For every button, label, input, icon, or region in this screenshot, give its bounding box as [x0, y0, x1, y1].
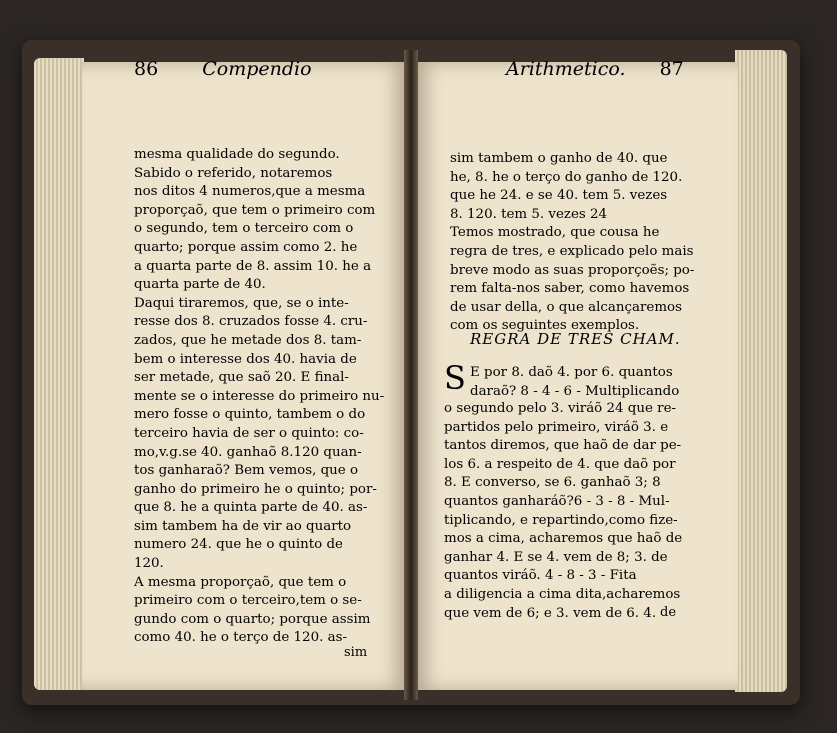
text-line: tiplicando, e repartindo,como fize- [444, 512, 678, 528]
text-line: proporçaõ, que tem o primeiro com [134, 202, 376, 218]
text-line: resse dos 8. cruzados fosse 4. cru- [134, 314, 368, 330]
text-line: a diligencia a cima dita,acharemos [444, 586, 681, 602]
text-line: daraõ? 8 - 4 - 6 - Multiplicando [470, 383, 680, 399]
right-head-title: Arithmetico. [506, 58, 626, 80]
text-line: regra de tres, e explicado pelo mais [450, 243, 694, 259]
text-line: mo,v.g.se 40. ganhaõ 8.120 quan- [134, 444, 362, 460]
text-line: sim tambem ha de vir ao quarto [134, 518, 352, 534]
text-line: 8. 120. tem 5. vezes 24 [450, 206, 608, 222]
text-line: que 8. he a quinta parte de 40. as- [134, 500, 368, 516]
section-heading: REGRA DE TRES CHAM. [470, 330, 681, 348]
left-page-edges [34, 58, 84, 690]
right-running-head [506, 58, 684, 80]
text-line: bem o interesse dos 40. havia de [134, 351, 357, 367]
text-line: tos ganharaõ? Bem vemos, que o [134, 463, 359, 479]
text-line: quantos ganharáõ?6 - 3 - 8 - Mul- [444, 493, 670, 509]
text-line: A mesma proporçaõ, que tem o [134, 574, 347, 590]
left-page-text [134, 146, 386, 648]
text-line: que he 24. e se 40. tem 5. vezes [450, 188, 668, 204]
text-line: mente se o interesse do primeiro nu- [134, 388, 385, 404]
text-line: como 40. he o terço de 120. as- [134, 630, 347, 646]
text-line: he, 8. he o terço do ganho de 120. [450, 169, 683, 185]
right-page-edges [735, 50, 787, 692]
text-line: de usar della, o que alcançaremos [450, 299, 682, 315]
right-page-text-top [450, 150, 700, 336]
text-line: gundo com o quarto; porque assim [134, 611, 371, 627]
text-line: nos ditos 4 numeros,que a mesma [134, 184, 366, 200]
text-line: a quarta parte de 8. assim 10. he a [134, 258, 372, 274]
text-line: quarta parte de 40. [134, 277, 266, 293]
text-line: sim tambem o ganho de 40. que [450, 151, 668, 166]
text-line: mero fosse o quinto, tambem o do [134, 407, 366, 423]
text-line: o segundo pelo 3. viráõ 24 que re- [444, 401, 677, 416]
left-running-head [134, 58, 312, 80]
text-line: Temos mostrado, que cousa he [450, 225, 660, 241]
text-line: tantos diremos, que haõ de dar pe- [444, 438, 682, 454]
right-catchword: de [660, 605, 677, 620]
text-line: terceiro havia de ser o quinto: co- [134, 425, 364, 441]
left-head-title: Compendio [202, 58, 312, 80]
text-line: 120. [134, 556, 164, 572]
text-line: 8. E converso, se 6. ganhaõ 3; 8 [444, 475, 661, 491]
text-line: mos a cima, acharemos que haõ de [444, 531, 683, 547]
text-line: numero 24. que he o quinto de [134, 537, 343, 553]
text-line: primeiro com o terceiro,tem o se- [134, 593, 362, 609]
text-line: Daqui tiraremos, que, se o inte- [134, 295, 349, 311]
text-line: los 6. a respeito de 4. que daõ por [444, 456, 676, 472]
text-line: mesma qualidade do segundo. [134, 147, 340, 162]
book-gutter [404, 50, 418, 700]
text-line: rem falta-nos saber, como havemos [450, 281, 690, 297]
text-line: o segundo, tem o terceiro com o [134, 221, 354, 237]
text-line: ganho do primeiro he o quinto; por- [134, 481, 377, 497]
text-line: quantos viráõ. 4 - 8 - 3 - Fita [444, 568, 637, 584]
text-line: ganhar 4. E se 4. vem de 8; 3. de [444, 549, 668, 565]
text-line: ser metade, que saõ 20. E final- [134, 370, 349, 386]
text-line: partidos pelo primeiro, viráõ 3. e [444, 419, 669, 435]
text-line: que vem de 6; e 3. vem de 6. 4. [444, 605, 657, 621]
text-line: com os seguintes exemplos. [450, 318, 640, 334]
right-page-number: 87 [659, 58, 684, 80]
text-line: breve modo as suas proporçoẽs; po- [450, 262, 695, 278]
left-catchword: sim [344, 645, 368, 660]
left-page-number: 86 [134, 58, 159, 80]
right-page-text-bottom [444, 400, 700, 623]
text-line: zados, que he metade dos 8. tam- [134, 332, 362, 348]
drop-cap: S [444, 359, 466, 397]
text-line: quarto; porque assim como 2. he [134, 239, 358, 255]
text-line: Sabido o referido, notaremos [134, 165, 333, 181]
right-page-text-first [470, 364, 698, 401]
text-line: E por 8. daõ 4. por 6. quantos [470, 365, 673, 380]
